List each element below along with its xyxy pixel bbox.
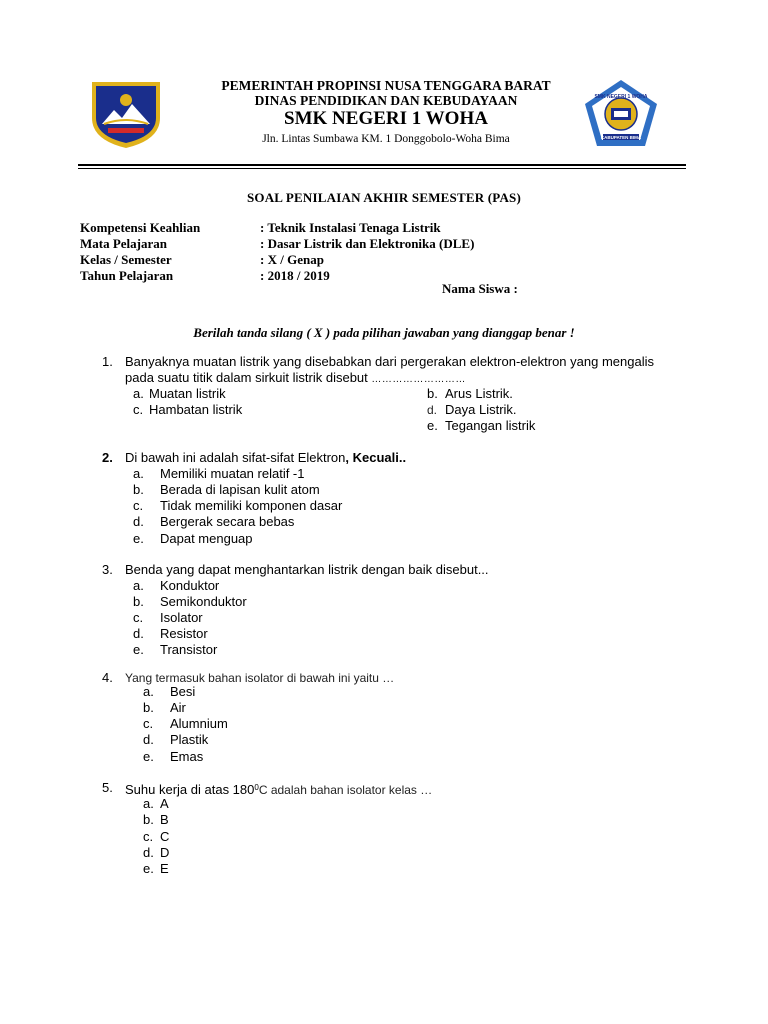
option-key: c. — [133, 498, 144, 513]
header-rule-thin — [78, 168, 686, 169]
info-value: : 2018 / 2019 — [260, 268, 330, 283]
department-line: DINAS PENDIDIKAN DAN KEBUDAYAAN — [254, 93, 518, 108]
info-value: : X / Genap — [260, 252, 324, 267]
question-text-segment: Di bawah ini adalah sifat-sifat Elektron — [125, 450, 346, 465]
option-text: Arus Listrik. — [445, 386, 513, 401]
option-text: Air — [170, 700, 186, 715]
option-key: b. — [133, 482, 144, 497]
option-text: Semikonduktor — [160, 594, 247, 609]
option-key: d. — [427, 403, 438, 417]
option-key: a. — [143, 684, 154, 699]
question-text: Yang termasuk bahan isolator di bawah ini yaitu … — [125, 671, 395, 685]
option-key: d. — [143, 845, 154, 860]
info-label: Mata Pelajaran — [80, 236, 168, 251]
option-key: d. — [133, 626, 144, 641]
option-text: Berada di lapisan kulit atom — [160, 482, 320, 497]
option-text: Konduktor — [160, 578, 220, 593]
question-number: 1. — [102, 354, 113, 369]
option-key: b. — [427, 386, 438, 401]
option-text: Emas — [170, 749, 204, 764]
info-value: : Dasar Listrik dan Elektronika (DLE) — [260, 236, 475, 251]
option-text: Muatan listrik — [149, 386, 226, 401]
option-key: d. — [143, 732, 154, 747]
option-text: Daya Listrik. — [445, 402, 517, 417]
ntb-emblem-icon — [88, 78, 164, 150]
option-key: b. — [133, 594, 144, 609]
option-text: Memiliki muatan relatif -1 — [160, 466, 305, 481]
info-label: Kompetensi Keahlian — [80, 220, 201, 235]
school-address: Jln. Lintas Sumbawa KM. 1 Donggobolo-Woha Bima — [262, 133, 510, 145]
option-key: c. — [133, 402, 144, 417]
question-emphasis: , Kecuali.. — [345, 450, 407, 465]
option-text: Transistor — [160, 642, 218, 657]
option-key: c. — [133, 610, 144, 625]
option-key: c. — [143, 829, 154, 844]
option-text: Bergerak secara bebas — [160, 514, 295, 529]
question-number: 2. — [102, 450, 113, 465]
option-text: Isolator — [160, 610, 203, 625]
question-number: 4. — [102, 670, 113, 685]
question-text: Benda yang dapat menghantarkan listrik dengan baik disebut... — [125, 562, 489, 577]
option-text: Alumnium — [170, 716, 228, 731]
info-label: Tahun Pelajaran — [80, 268, 174, 283]
option-text: D — [160, 845, 170, 860]
option-key: d. — [133, 514, 144, 529]
option-key: a. — [133, 466, 144, 481]
option-text: Plastik — [170, 732, 209, 747]
school-name: SMK NEGERI 1 WOHA — [284, 108, 488, 129]
student-name-label: Nama Siswa : — [442, 281, 518, 296]
letterhead — [180, 78, 592, 147]
question-text-segment: pada suatu titik dalam sirkuit listrik disebut — [125, 370, 368, 385]
question-text — [125, 354, 705, 388]
option-text: A — [160, 796, 169, 811]
info-value: : Teknik Instalasi Tenaga Listrik — [260, 220, 441, 235]
option-key: b. — [143, 812, 154, 827]
school-emblem-top-text: SMK NEGERI 1 WOHA — [594, 94, 648, 100]
instruction: Berilah tanda silang ( X ) pada pilihan jawaban yang dianggap benar ! — [193, 325, 575, 340]
option-key: a. — [143, 796, 154, 811]
option-text: Dapat menguap — [160, 531, 253, 546]
option-key: a. — [133, 386, 144, 401]
header-rule-thick — [78, 164, 686, 166]
option-text: Tidak memiliki komponen dasar — [160, 498, 343, 513]
option-key: e. — [133, 642, 144, 657]
question-number: 5. — [102, 780, 113, 795]
option-key: a. — [133, 578, 144, 593]
question-text — [125, 450, 705, 466]
info-label: Kelas / Semester — [80, 252, 172, 267]
option-key: e. — [143, 861, 154, 876]
option-key: e. — [133, 531, 144, 546]
option-text: Tegangan listrik — [445, 418, 536, 433]
option-key: c. — [143, 716, 154, 731]
question-text — [125, 780, 705, 798]
option-key: b. — [143, 700, 154, 715]
school-emblem-bottom-text: KABUPATEN BIMA — [600, 135, 642, 140]
option-text: Resistor — [160, 626, 208, 641]
question-text-line: Banyaknya muatan listrik yang disebabkan dari pergerakan elektron-elektron yang mengalis — [125, 354, 654, 369]
question-text-segment: Suhu kerja di atas 180 — [125, 782, 255, 797]
option-key: e. — [143, 749, 154, 764]
school-emblem-icon — [583, 78, 659, 148]
question-text-segment: C adalah bahan isolator kelas … — [258, 783, 433, 797]
option-text: Besi — [170, 684, 196, 699]
superscript: 0 — [254, 783, 259, 792]
option-text: E — [160, 861, 169, 876]
option-key: e. — [427, 418, 438, 433]
option-text: C — [160, 829, 170, 844]
option-text: Hambatan listrik — [149, 402, 243, 417]
option-text: B — [160, 812, 169, 827]
government-line: PEMERINTAH PROPINSI NUSA TENGGARA BARAT — [221, 78, 551, 93]
question-number: 3. — [102, 562, 113, 577]
exam-title: SOAL PENILAIAN AKHIR SEMESTER (PAS) — [246, 190, 522, 205]
answer-blank: ……………………… — [371, 374, 466, 385]
